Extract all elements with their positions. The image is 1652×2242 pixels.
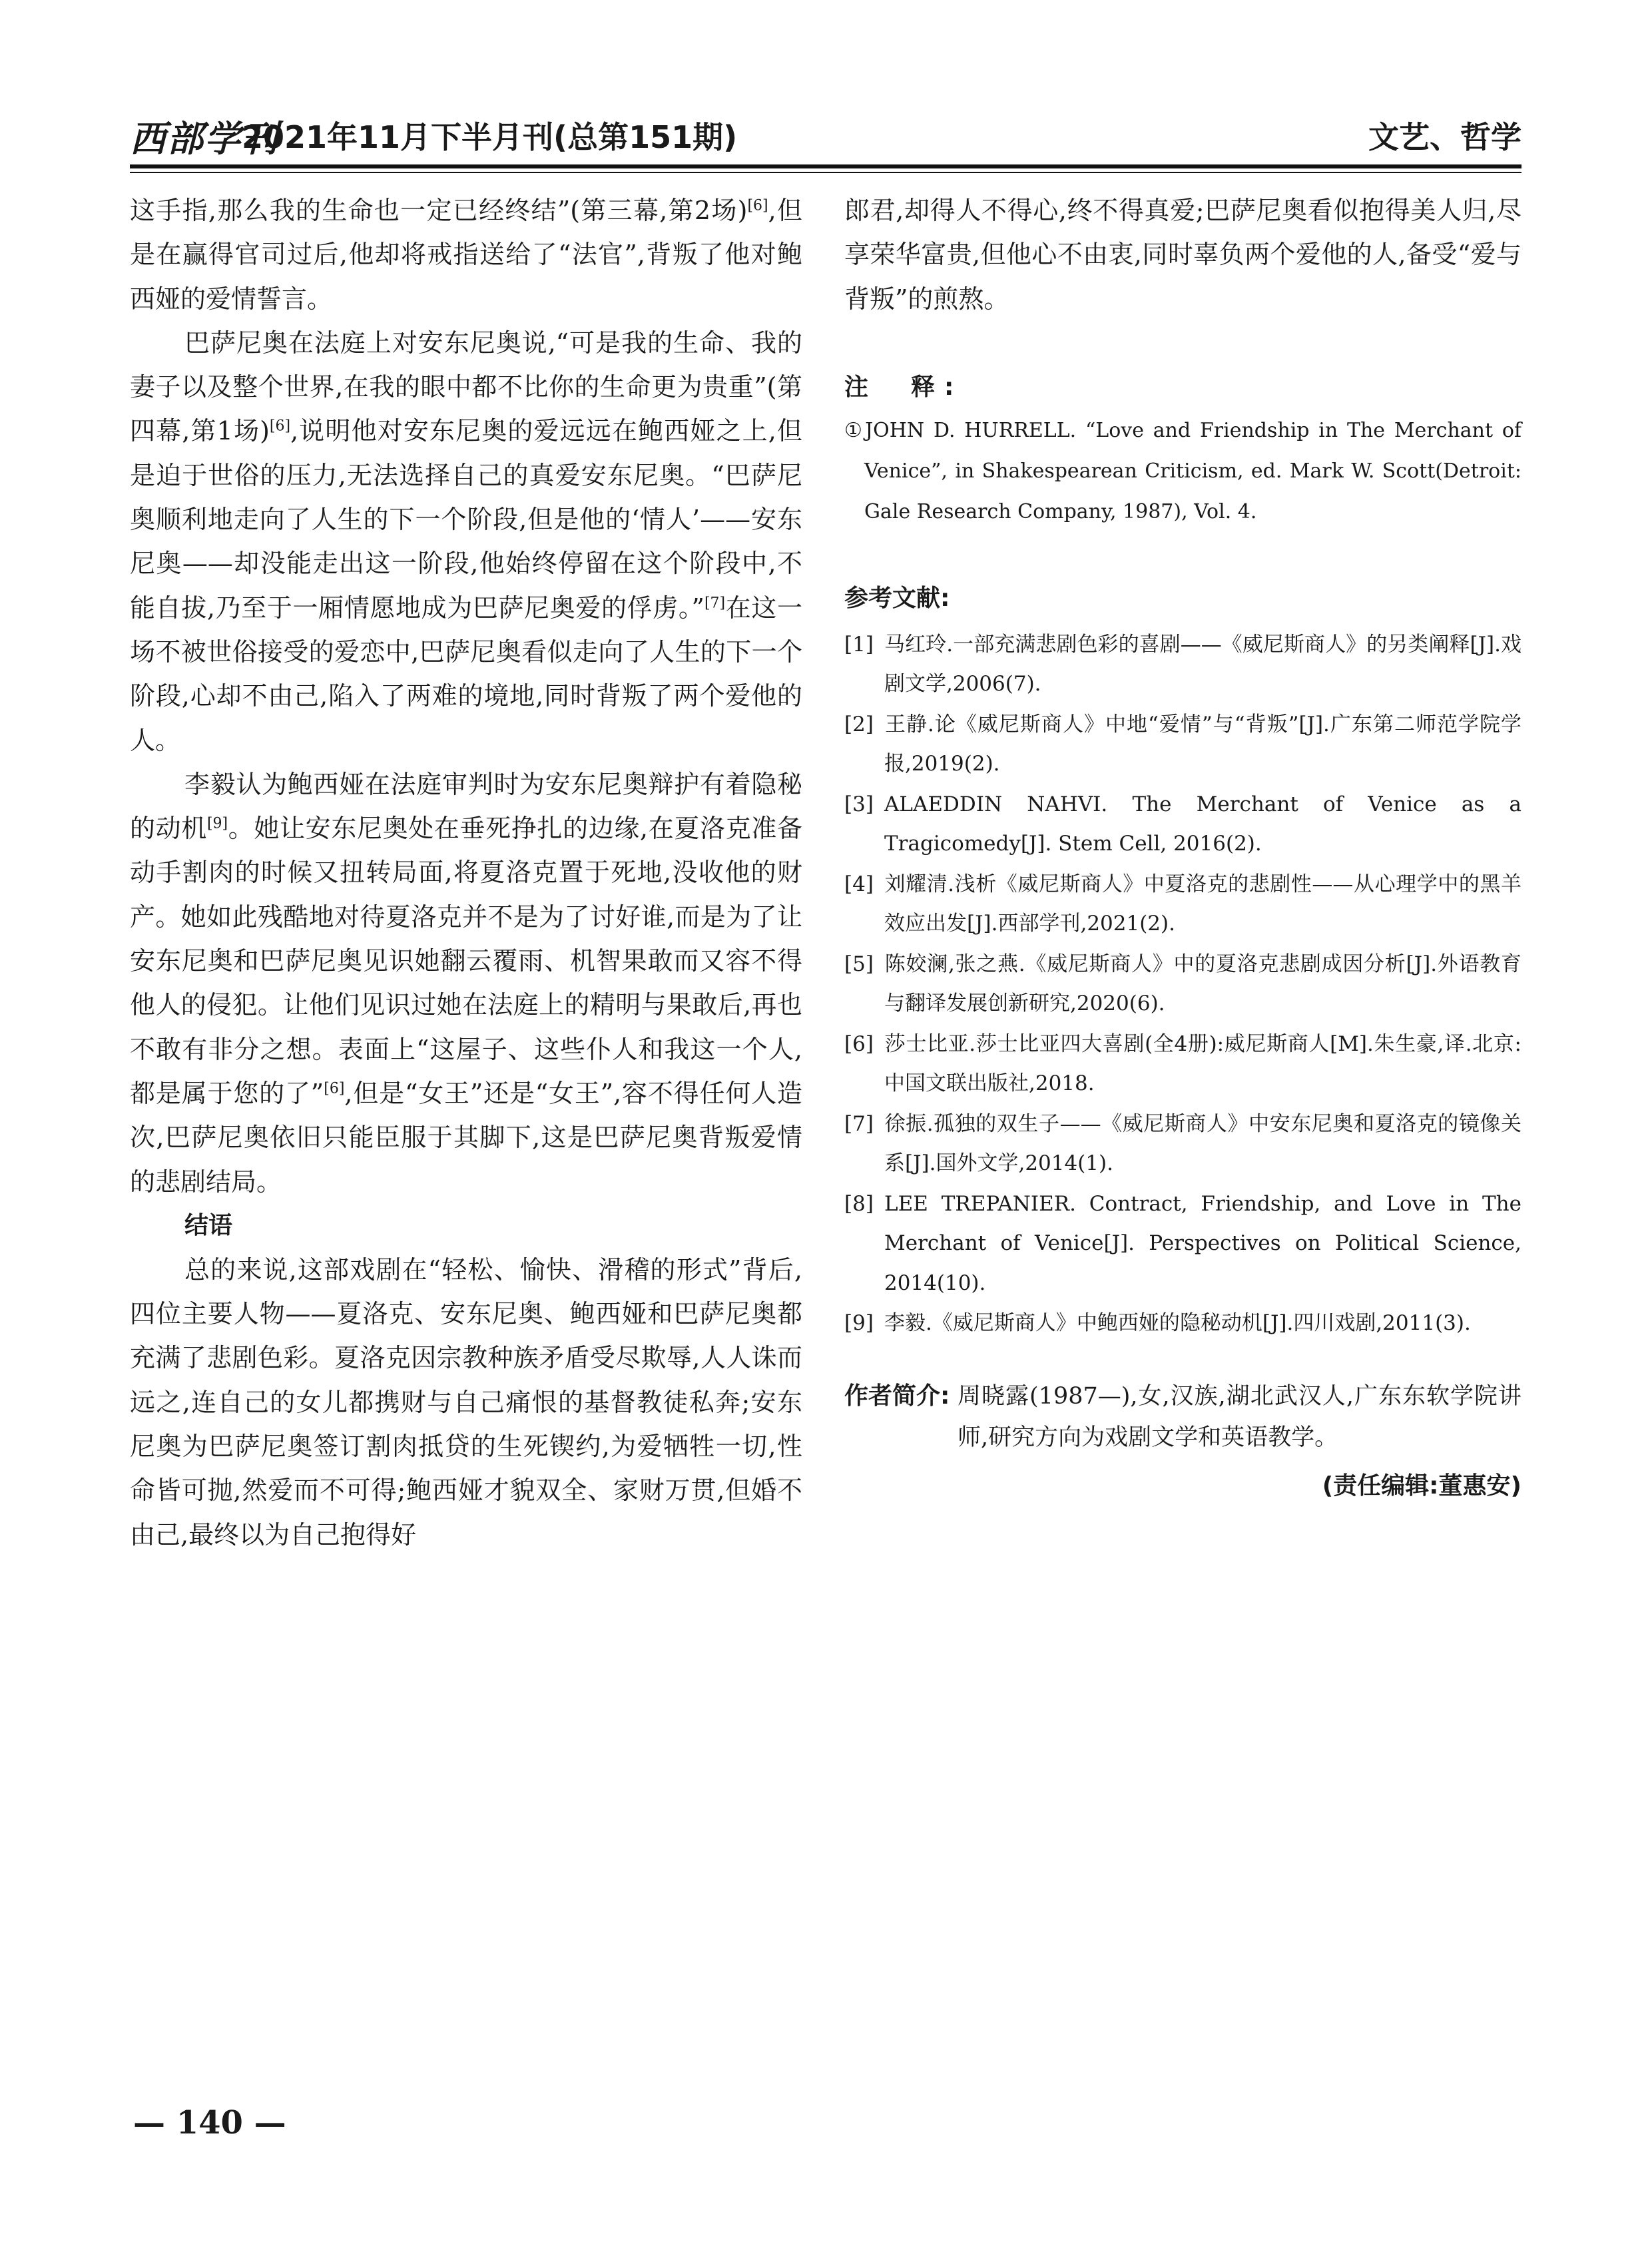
reference-item xyxy=(844,1185,1521,1304)
reference-text: 李毅.《威尼斯商人》中鲍西娅的隐秘动机[J].四川戏剧,2011(3). xyxy=(884,1311,1471,1336)
header-rule-thin xyxy=(130,172,1521,173)
reference-text: 莎士比亚.莎士比亚四大喜剧(全4册):威尼斯商人[M].朱生豪,译.北京:中国文联出版社,2018. xyxy=(884,1031,1521,1096)
journal-logo: 西部学刊 xyxy=(130,117,279,160)
reference-number: [7] xyxy=(844,1111,874,1136)
reference-text: LEE TREPANIER. Contract, Friendship, and Love in The Merchant of Venice[J]. Perspectives on Political Science, 2014(10). xyxy=(884,1191,1521,1295)
section-title: 文艺、哲学 xyxy=(1368,119,1521,155)
reference-number: [6] xyxy=(844,1031,874,1056)
page-number: — 140 — xyxy=(133,2104,286,2141)
references-heading: 参考文献: xyxy=(844,584,950,612)
citation-mark: [6] xyxy=(269,418,291,435)
text-run: ,但是在赢得官司过后,他却将戒指送给了“法官”,背叛了他对鲍西娅的爱情誓言。 xyxy=(130,196,802,314)
text-run: 李毅认为鲍西娅在法庭审判时为安东尼奥辩护有着隐秘的动机 xyxy=(130,769,802,844)
reference-number: [1] xyxy=(844,632,874,657)
reference-number: [8] xyxy=(844,1191,874,1216)
reference-text: 徐振.孤独的双生子——《威尼斯商人》中安东尼奥和夏洛克的镜像关系[J].国外文学,2014(1). xyxy=(884,1111,1521,1176)
reference-item xyxy=(844,1105,1521,1184)
header-rule xyxy=(130,164,1521,168)
reference-number: [5] xyxy=(844,952,874,976)
author-label: 作者简介: xyxy=(844,1382,950,1410)
reference-text: 陈姣澜,张之燕.《威尼斯商人》中的夏洛克悲剧成因分析[J].外语教育与翻译发展创新研究,2020(6). xyxy=(884,952,1521,1016)
paragraph xyxy=(130,188,802,321)
text-run: 这手指,那么我的生命也一定已经终结”(第三幕,第2场) xyxy=(130,196,748,225)
reference-text: ALAEDDIN NAHVI. The Merchant of Venice as a Tragicomedy[J]. Stem Cell, 2016(2). xyxy=(884,792,1521,856)
reference-number: [2] xyxy=(844,712,874,736)
footnote: ①JOHN D. HURRELL. “Love and Friendship in The Merchant of Venice”, in Shakespearean Criticism, ed. Mark W. Scott(Detroit: Gale Research Company, 1987), Vol. 4. xyxy=(844,418,1521,523)
reference-text: 马红玲.一部充满悲剧色彩的喜剧——《威尼斯商人》的另类阐释[J].戏剧文学,2006(7). xyxy=(884,632,1521,697)
text-run: ,说明他对安东尼奥的爱远远在鲍西娅之上,但是迫于世俗的压力,无法选择自己的真爱安东尼奥。“巴萨尼奥顺利地走向了人生的下一个阶段,但是他的‘情人’——安东尼奥——却没能走出这一阶段,他始终停留在这个阶段中,不能自拔,乃至于一厢情愿地成为巴萨尼奥爱的俘虏。” xyxy=(130,416,802,623)
reference-text: 刘耀清.浅析《威尼斯商人》中夏洛克的悲剧性——从心理学中的黑羊效应出发[J].西部学刊,2021(2). xyxy=(884,872,1521,936)
reference-item xyxy=(844,865,1521,944)
reference-item xyxy=(844,705,1521,784)
text-run: 。她让安东尼奥处在垂死挣扎的边缘,在夏洛克准备动手割肉的时候又扭转局面,将夏洛克置于死地,没收他的财产。她如此残酷地对待夏洛克并不是为了讨好谁,而是为了让安东尼奥和巴萨尼奥见识她翻云覆雨、机智果敢而又容不得他人的侵犯。让他们见识过她在法庭上的精明与果敢后,再也不敢有非分之想。表面上“这屋子、这些仆人和我这一个人,都是属于您的了” xyxy=(130,814,802,1108)
reference-text: 王静.论《威尼斯商人》中地“爱情”与“背叛”[J].广东第二师范学院学报,2019(2). xyxy=(884,712,1521,776)
text-run: 在这一场不被世俗接受的爱恋中,巴萨尼奥看似走向了人生的下一个阶段,心却不由己,陷入了两难的境地,同时背叛了两个爱他的人。 xyxy=(130,593,802,755)
reference-item xyxy=(844,1304,1521,1344)
paragraph: 总的来说,这部戏剧在“轻松、愉快、滑稽的形式”背后,四位主要人物——夏洛克、安东尼奥、鲍西娅和巴萨尼奥都充满了悲剧色彩。夏洛克因宗教种族矛盾受尽欺辱,人人诛而远之,连自己的女儿都携财与自己痛恨的基督教徒私奔;安东尼奥为巴萨尼奥签订割肉抵贷的生死锲约,为爱牺牲一切,性命皆可抛,然爱而不可得;鲍西娅才貌双全、家财万贯,但婚不由己,最终以为自己抱得好 xyxy=(130,1255,802,1549)
reference-number: [4] xyxy=(844,872,874,896)
citation-mark: [9] xyxy=(206,815,228,832)
paragraph xyxy=(130,762,802,1204)
left-column xyxy=(130,188,802,1557)
conclusion-heading: 结语 xyxy=(184,1211,233,1239)
reference-item xyxy=(844,625,1521,704)
paragraph xyxy=(130,321,802,762)
text-run: 巴萨尼奥在法庭上对安东尼奥说,“可是我的生命、我的妻子以及整个世界,在我的眼中都不比你的生命更为贵重”(第四幕,第1场) xyxy=(130,328,802,446)
paragraph: 郎君,却得人不得心,终不得真爱;巴萨尼奥看似抱得美人归,尽享荣华富贵,但他心不由衷,同时辜负两个爱他的人,备受“爱与背叛”的煎熬。 xyxy=(844,196,1521,314)
citation-mark: [6] xyxy=(324,1080,345,1097)
notes-heading: 注 释: xyxy=(844,373,964,401)
reference-number: [9] xyxy=(844,1311,874,1336)
text-run: ,但是“女王”还是“女王”,容不得任何人造次,巴萨尼奥依旧只能臣服于其脚下,这是巴萨尼奥背叛爱情的悲剧结局。 xyxy=(130,1078,802,1197)
issue-info: 2021年11月下半月刊(总第151期) xyxy=(242,119,738,155)
reference-list xyxy=(844,625,1521,1344)
reference-item xyxy=(844,945,1521,1024)
right-column xyxy=(844,188,1521,1506)
responsible-editor: (责任编辑:董惠安) xyxy=(1322,1472,1521,1500)
author-text: 周晓露(1987—),女,汉族,湖北武汉人,广东东软学院讲师,研究方向为戏剧文学和英语教学。 xyxy=(958,1382,1521,1451)
reference-number: [3] xyxy=(844,792,874,816)
citation-mark: [6] xyxy=(747,197,768,214)
reference-item xyxy=(844,785,1521,864)
reference-item xyxy=(844,1025,1521,1104)
author-bio xyxy=(844,1376,1521,1458)
citation-mark: [7] xyxy=(704,595,726,612)
page-header xyxy=(130,107,1521,160)
